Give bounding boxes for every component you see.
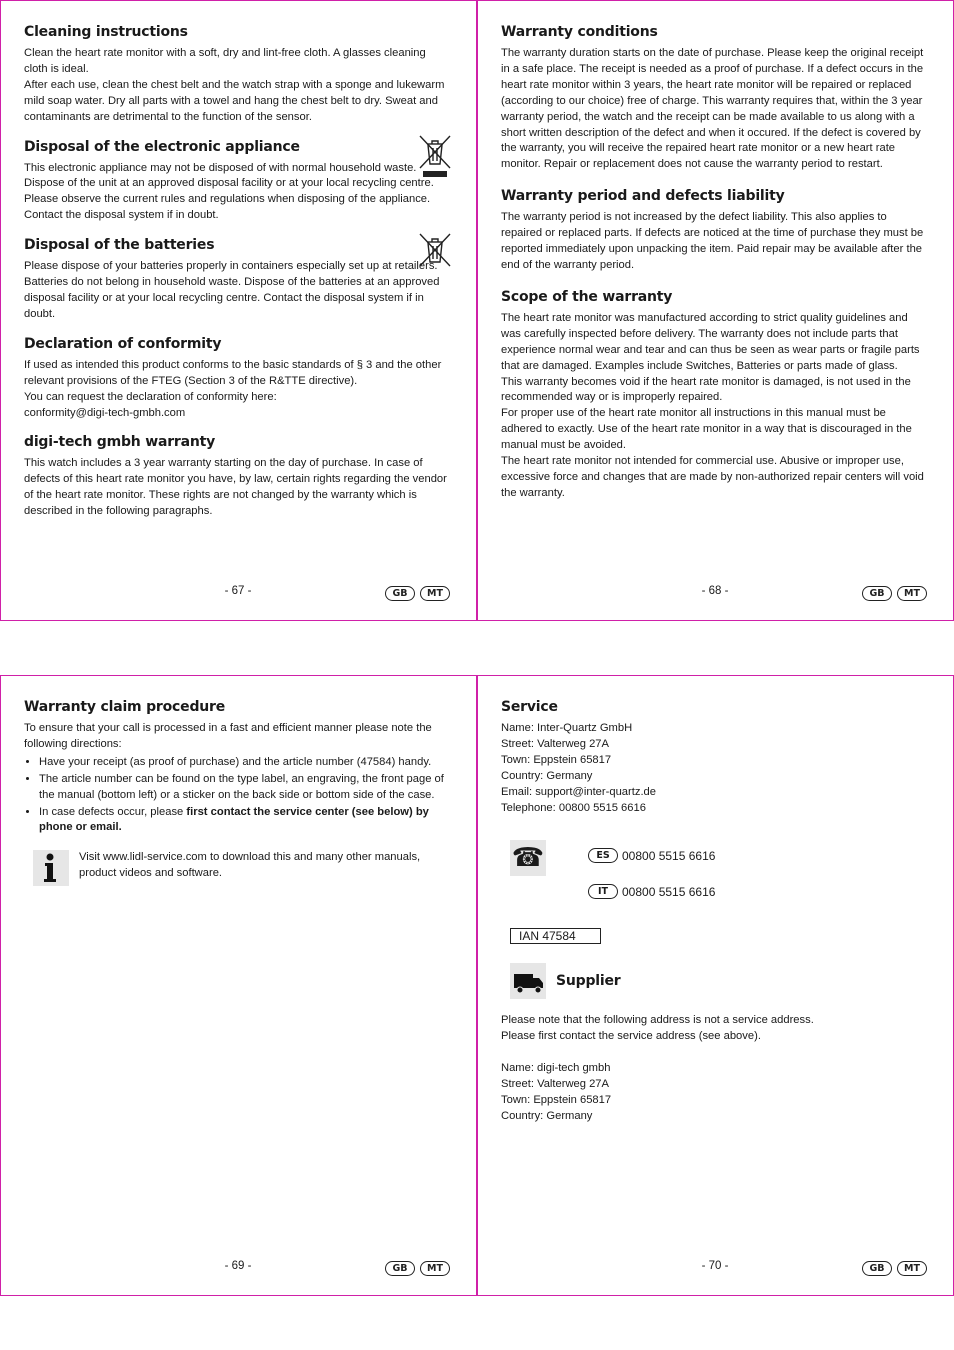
supplier-country: Country: Germany <box>501 1109 593 1122</box>
supplier-header <box>501 963 929 999</box>
country-badge-es: ES <box>588 848 618 863</box>
language-badges <box>862 586 927 601</box>
warranty-scope-section <box>501 288 929 502</box>
hotline-number-es: 00800 5515 6616 <box>622 848 716 863</box>
page-68 <box>477 0 954 621</box>
list-item-bold-text: first contact the service center (see below) by phone or email. <box>39 805 429 834</box>
hotline-block <box>501 840 929 914</box>
warranty-scope-text-2: This warranty becomes void if the heart rate monitor is damaged, is not used in the recommended way or is improperly repaired. <box>501 375 911 404</box>
country-badge-it: IT <box>588 884 618 899</box>
list-item: • The article number can be found on the type label, an engraving, the front page of the manual (bottom left) or a sticker on the back side or bottom side of the case. <box>39 772 452 804</box>
conformity-email: conformity@digi-tech-gmbh.com <box>24 406 186 419</box>
info-text: Visit www.lidl-service.com to download this and many other manuals, product videos and software. <box>79 851 421 880</box>
warranty-text: This watch includes a 3 year warranty starting on the day of purchase. In case of defects of this heart rate monitor you have, by law, certain rights regarding the vendor of the heart rate monitor. These rights are not changed by the warranty which is described in the following paragraphs. <box>24 457 447 518</box>
supplier-name: Name: digi-tech gmbh <box>501 1062 611 1075</box>
warranty-conditions-section <box>501 23 929 173</box>
language-badge-gb: GB <box>862 586 892 601</box>
language-badge-gb: GB <box>385 586 415 601</box>
service-country: Country: Germany <box>501 769 593 782</box>
service-email: Email: support@inter-quartz.de <box>501 785 656 798</box>
language-badges <box>862 1261 927 1276</box>
conformity-section <box>24 335 452 422</box>
truck-icon <box>510 963 546 999</box>
warranty-scope-heading: Scope of the warranty <box>501 288 673 305</box>
hotline-number-it: 00800 5515 6616 <box>622 884 716 899</box>
spacer <box>501 1045 929 1061</box>
conformity-text-1: If used as intended this product conforms to the basic standards of § 3 and the other relevant provisions of the FTEG (Section 3 of the R&TTE directive). <box>24 358 442 387</box>
warranty-period-section <box>501 187 929 274</box>
info-icon <box>33 850 69 886</box>
language-badges <box>385 1261 450 1276</box>
service-name: Name: Inter-Quartz GmbH <box>501 722 633 734</box>
warranty-period-heading: Warranty period and defects liability <box>501 188 785 205</box>
cleaning-text-1: Clean the heart rate monitor with a soft, dry and lint-free cloth. A glasses cleaning cloth is ideal. <box>24 47 426 75</box>
ian-box: IAN 47584 <box>510 928 601 944</box>
page-70-content <box>501 698 929 1125</box>
cleaning-heading: Cleaning instructions <box>24 24 188 40</box>
crossed-bin-with-bar-icon <box>418 134 452 178</box>
cleaning-section <box>24 23 452 126</box>
claim-directions-list <box>24 755 452 837</box>
supplier-heading: Supplier <box>556 973 621 990</box>
list-item <box>39 805 452 837</box>
language-badge-mt: MT <box>897 1261 927 1276</box>
list-item-text: In case defects occur, please <box>39 805 187 818</box>
claim-intro: To ensure that your call is processed in a fast and efficient manner please note the following directions: <box>24 722 432 750</box>
supplier-street: Street: Valterweg 27A <box>501 1078 609 1091</box>
hotline-es <box>588 848 715 863</box>
page-70 <box>477 675 954 1296</box>
language-badge-mt: MT <box>897 586 927 601</box>
info-box <box>24 850 452 886</box>
service-street: Street: Valterweg 27A <box>501 737 609 750</box>
telephone-icon: ☎ <box>510 840 546 876</box>
disposal-batteries-heading: Disposal of the batteries <box>24 237 215 254</box>
crossed-bin-icon <box>418 232 452 276</box>
list-item: • Have your receipt (as proof of purchase) and the article number (47584) handy. <box>39 755 452 771</box>
disposal-appliance-section <box>24 138 452 225</box>
warranty-scope-text-4: The heart rate monitor not intended for commercial use. Abusive or improper use, excessive force and changes that are made by non-authorized repair centers will void the warranty. <box>501 455 924 499</box>
warranty-conditions-text: The warranty duration starts on the date of purchase. Please keep the original receipt in a safe place. The receipt is needed as a proof of purchase. If a defect occurs in the heart rate monitor within 3 years, the heart rate monitor will be repaired or replaced (according to our choice) free of charge. This warranty requires that, within the 3 year warranty period, the watch and the receipt can be made available to us along with a short written description of the defect and when it occured. If the defect is covered by the warranty, you will receive the repaired heart rate monitor or a new heart rate monitor. Repair or replacement does not cause the warranty period to restart. <box>501 47 924 171</box>
conformity-text-2: You can request the declaration of conformity here: <box>24 390 277 403</box>
service-telephone: Telephone: 00800 5515 6616 <box>501 801 646 814</box>
warranty-period-text: The warranty period is not increased by the defect liability. This also applies to repaired or replaced parts. If defects are noticed at the time of purchase they must be reported immediately upon unpacking the item. Paid repair may be available after the end of the warranty period. <box>501 211 924 271</box>
disposal-batteries-section <box>24 236 452 323</box>
supplier-note-1: Please note that the following address is not a service address. <box>501 1014 814 1027</box>
warranty-scope-text-3: For proper use of the heart rate monitor all instructions in this manual must be adhered to exactly. Use of the heart rate monitor in a way that is discouraged in the manual must be avoided. <box>501 407 912 452</box>
hotline-it <box>588 884 715 899</box>
page-67-content <box>24 23 452 532</box>
language-badge-mt: MT <box>420 1261 450 1276</box>
page-67 <box>0 0 477 621</box>
language-badge-mt: MT <box>420 586 450 601</box>
conformity-heading: Declaration of conformity <box>24 335 222 352</box>
language-badge-gb: GB <box>862 1261 892 1276</box>
disposal-appliance-heading: Disposal of the electronic appliance <box>24 138 300 155</box>
page-68-content <box>501 23 929 514</box>
page-number: - 70 - <box>701 1260 729 1272</box>
page-number: - 69 - <box>224 1260 252 1272</box>
supplier-note-2: Please first contact the service address (see above). <box>501 1030 761 1043</box>
warranty-section <box>24 433 452 520</box>
page-69 <box>0 675 477 1296</box>
warranty-conditions-heading: Warranty conditions <box>501 24 658 40</box>
page-number: - 68 - <box>701 585 729 597</box>
disposal-batteries-text: Please dispose of your batteries properly in containers especially set up at retailers. Batteries do not belong in household waste. Dispose of the batteries at an approved disposal facility or at your local recycling centre. Contact the disposal system if in doubt. <box>24 260 440 320</box>
supplier-town: Town: Eppstein 65817 <box>501 1093 612 1106</box>
warranty-heading: digi-tech gmbh warranty <box>24 434 216 451</box>
language-badge-gb: GB <box>385 1261 415 1276</box>
cleaning-text-2: After each use, clean the chest belt and the watch strap with a sponge and lukewarm mild soap water. Dry all parts with a towel and hang the chest belt to dry. Sweat and contaminants are detrimental to the function of the sensor. <box>24 78 445 123</box>
disposal-appliance-text: This electronic appliance may not be disposed of with normal household waste. Dispose of the unit at an approved disposal facility or at your local recycling centre. Please observe the current rules and regulations when disposing of the appliance. Contact the disposal system if in doubt. <box>24 161 434 222</box>
service-heading: Service <box>501 699 558 715</box>
warranty-scope-text-1: The heart rate monitor was manufactured according to strict quality guidelines and was carefully inspected before delivery. The warranty does not include parts that experience normal wear and tear and can thus be seen as wear parts or fragile parts that are damaged. Examples include Switches, Batteries or parts made of glass. <box>501 311 920 372</box>
claim-heading: Warranty claim procedure <box>24 699 226 715</box>
page-69-content <box>24 698 452 886</box>
service-town: Town: Eppstein 65817 <box>501 753 612 766</box>
language-badges <box>385 586 450 601</box>
page-number: - 67 - <box>224 585 252 597</box>
